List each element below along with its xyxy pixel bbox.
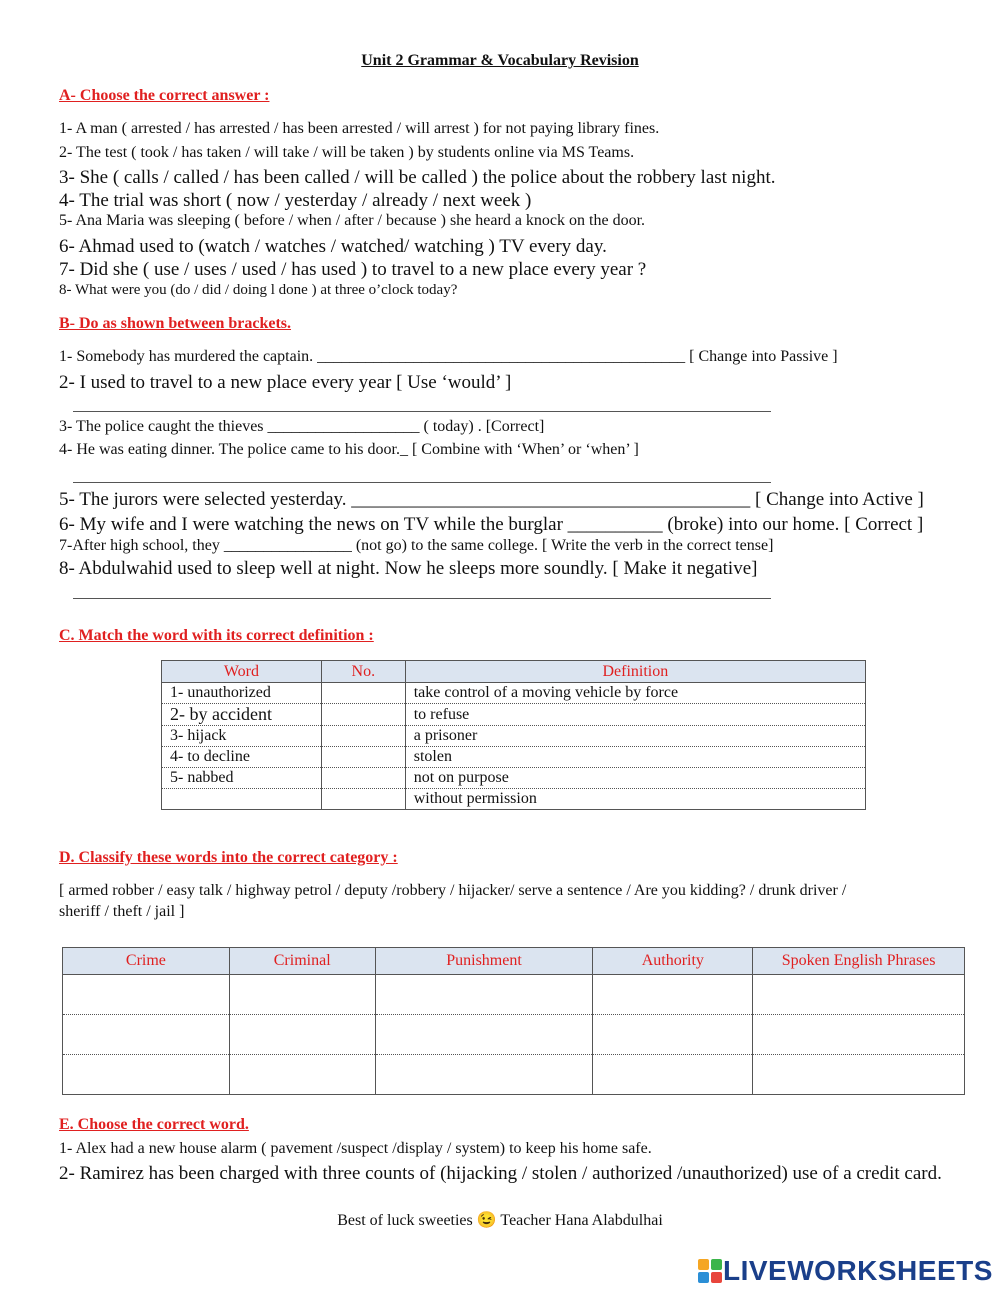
classify-words-line-1: [ armed robber / easy talk / highway petrol / deputy /robbery / hijacker/ serve a sentence / Are you kidding? / drunk driver / [59, 882, 847, 899]
section-e-heading: E. Choose the correct word. [59, 1116, 249, 1133]
section-b-item-4: 4- He was eating dinner. The police came to his door._ [ Combine with ‘When’ or ‘when’ ] [59, 441, 639, 458]
classify-cell[interactable] [375, 1055, 593, 1095]
classify-cell[interactable] [375, 1015, 593, 1055]
match-header-word: Word [162, 661, 322, 683]
match-definition: not on purpose [405, 768, 865, 789]
section-a-heading: A- Choose the correct answer : [59, 87, 270, 104]
section-a-item-8: 8- What were you (do / did / doing l done ) at three o’clock today? [59, 282, 458, 298]
wink-emoji-icon: 😉 [476, 1212, 497, 1229]
footer-signoff [0, 1210, 1000, 1230]
classify-cell[interactable] [63, 1055, 230, 1095]
section-a-item-1: 1- A man ( arrested / has arrested / has been arrested / will arrest ) for not paying library fines. [59, 120, 660, 137]
classify-cell[interactable] [593, 975, 753, 1015]
section-b-item-2: 2- I used to travel to a new place every year [ Use ‘would’ ] [59, 372, 512, 393]
match-word: 5- nabbed [162, 768, 322, 789]
section-b-item-5[interactable]: 5- The jurors were selected yesterday. __________________________________________ [ Change into Active ] [59, 489, 924, 510]
section-b-item-1[interactable]: 1- Somebody has murdered the captain. ______________________________________________ [ Change into Passive ] [59, 348, 838, 365]
match-definition: take control of a moving vehicle by force [405, 683, 865, 704]
classify-cell[interactable] [229, 1055, 375, 1095]
classify-header-criminal: Criminal [229, 948, 375, 975]
classify-cell[interactable] [593, 1015, 753, 1055]
classify-header-crime: Crime [63, 948, 230, 975]
classify-cell[interactable] [753, 975, 965, 1015]
section-e-item-2: 2- Ramirez has been charged with three counts of (hijacking / stolen / authorized /unauthorized) use of a credit card. [59, 1163, 942, 1184]
classify-cell[interactable] [63, 975, 230, 1015]
table-row [162, 726, 866, 747]
table-row [162, 747, 866, 768]
section-b-item-3[interactable]: 3- The police caught the thieves ___________________ ( today) . [Correct] [59, 418, 545, 435]
section-a-item-7: 7- Did she ( use / uses / used / has used ) to travel to a new place every year ? [59, 259, 647, 280]
section-a-item-6: 6- Ahmad used to (watch / watches / watched/ watching ) TV every day. [59, 236, 607, 257]
answer-line-2[interactable] [73, 411, 771, 412]
table-row [162, 789, 866, 810]
match-word: 1- unauthorized [162, 683, 322, 704]
classify-table [62, 947, 965, 1095]
section-a-item-2: 2- The test ( took / has taken / will take / will be taken ) by students online via MS Teams. [59, 144, 635, 161]
classify-cell[interactable] [593, 1055, 753, 1095]
classify-cell[interactable] [63, 1015, 230, 1055]
liveworksheets-logo-icon [697, 1258, 723, 1284]
table-row [162, 683, 866, 704]
classify-cell[interactable] [753, 1015, 965, 1055]
table-row [63, 975, 965, 1015]
table-row [63, 1055, 965, 1095]
liveworksheets-logo-text: LIVEWORKSHEETS [723, 1255, 993, 1286]
match-number-input[interactable] [321, 726, 405, 747]
section-b-item-8: 8- Abdulwahid used to sleep well at night. Now he sleeps more soundly. [ Make it negative] [59, 558, 758, 579]
match-word [162, 789, 322, 810]
match-definition: a prisoner [405, 726, 865, 747]
section-a-item-3: 3- She ( calls / called / has been called / will be called ) the police about the robbery last night. [59, 167, 776, 188]
classify-header-authority: Authority [593, 948, 753, 975]
footer-text-before: Best of luck sweeties [337, 1212, 473, 1229]
section-e-item-1: 1- Alex had a new house alarm ( pavement /suspect /display / system) to keep his home safe. [59, 1140, 652, 1157]
classify-words-line-2: sheriff / theft / jail ] [59, 903, 185, 920]
match-table [161, 660, 866, 810]
match-word: 3- hijack [162, 726, 322, 747]
classify-header-spoken-phrases: Spoken English Phrases [753, 948, 965, 975]
classify-cell[interactable] [753, 1055, 965, 1095]
match-definition: without permission [405, 789, 865, 810]
match-word: 4- to decline [162, 747, 322, 768]
section-b-item-6[interactable]: 6- My wife and I were watching the news on TV while the burglar __________ (broke) into our home. [ Correct ] [59, 514, 924, 535]
section-c-heading: C. Match the word with its correct definition : [59, 627, 374, 644]
table-row [63, 1015, 965, 1055]
match-header-no: No. [321, 661, 405, 683]
match-number-input[interactable] [321, 683, 405, 704]
answer-line-8[interactable] [73, 598, 771, 599]
section-a-item-5: 5- Ana Maria was sleeping ( before / when / after / because ) she heard a knock on the door. [59, 212, 646, 229]
section-b-heading: B- Do as shown between brackets. [59, 315, 291, 332]
classify-cell[interactable] [229, 975, 375, 1015]
match-number-input[interactable] [321, 704, 405, 726]
liveworksheets-logo [697, 1255, 993, 1287]
section-b-item-7[interactable]: 7-After high school, they ________________ (not go) to the same college. [ Write the verb in the correct tense] [59, 537, 774, 554]
classify-cell[interactable] [229, 1015, 375, 1055]
footer-teacher-name: Teacher Hana Alabdulhai [500, 1212, 663, 1229]
section-a-item-4: 4- The trial was short ( now / yesterday / already / next week ) [59, 190, 532, 211]
match-header-definition: Definition [405, 661, 865, 683]
match-word: 2- by accident [162, 704, 322, 726]
match-definition: to refuse [405, 704, 865, 726]
classify-header-punishment: Punishment [375, 948, 593, 975]
match-definition: stolen [405, 747, 865, 768]
table-row [162, 768, 866, 789]
answer-line-4[interactable] [73, 482, 771, 483]
match-number-input[interactable] [321, 747, 405, 768]
classify-cell[interactable] [375, 975, 593, 1015]
section-d-heading: D. Classify these words into the correct category : [59, 849, 398, 866]
table-row [162, 704, 866, 726]
match-number-input[interactable] [321, 789, 405, 810]
match-number-input[interactable] [321, 768, 405, 789]
worksheet-title: Unit 2 Grammar & Vocabulary Revision [361, 52, 639, 69]
